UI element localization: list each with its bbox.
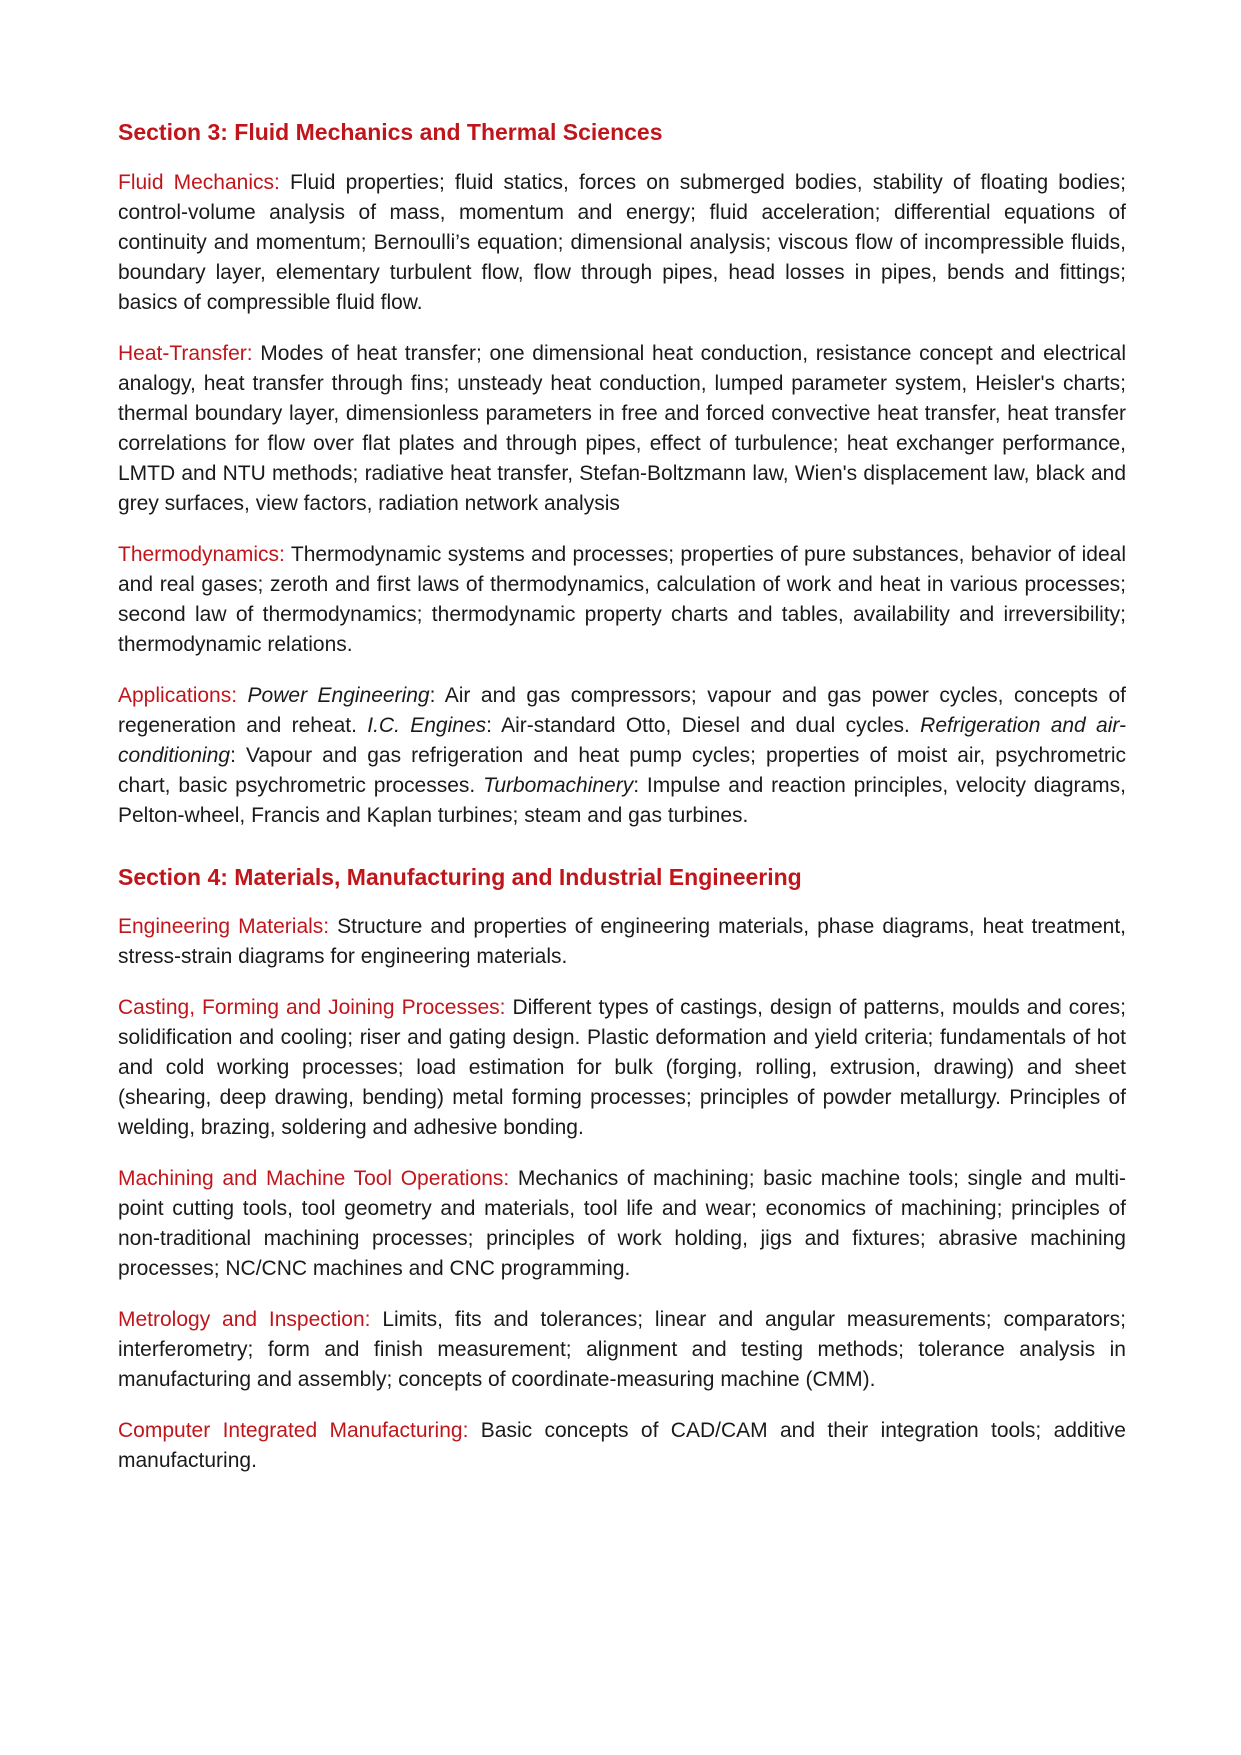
topic-label: Thermodynamics: (118, 543, 285, 566)
topic-text: Mechanics of machining; basic machine tools; single and multi-point cutting tools, tool geometry and materials, tool life and wear; economics of machining; principles of non-traditional machining processes; principles of work holding, jigs and fixtures; abrasive machining processes; NC/CNC machines and CNC programming. (118, 1167, 1126, 1280)
document-page (118, 0, 1126, 1476)
topic-label: Casting, Forming and Joining Processes: (118, 996, 506, 1019)
topic-fluid-mechanics (118, 168, 1126, 318)
topic-label: Heat-Transfer: (118, 342, 253, 365)
topic-machining (118, 1164, 1126, 1284)
topic-text: Different types of castings, design of patterns, moulds and cores; solidification and cooling; riser and gating design. Plastic deformation and yield criteria; fundamentals of hot and cold working processes; load estimation for bulk (forging, rolling, extrusion, drawing) and sheet (shearing, deep drawing, bending) metal forming processes; principles of powder metallurgy. Principles of welding, brazing, soldering and adhesive bonding. (118, 996, 1126, 1139)
topic-text: Limits, fits and tolerances; linear and angular measurements; comparators; interferometry; form and finish measurement; alignment and testing methods; tolerance analysis in manufacturing and assembly; concepts of coordinate-measuring machine (CMM). (118, 1308, 1126, 1391)
topic-applications (118, 681, 1126, 831)
topic-text: Basic concepts of CAD/CAM and their integration tools; additive manufacturing. (118, 1419, 1126, 1472)
topic-label: Engineering Materials: (118, 915, 330, 938)
subtopic-ic-engines: I.C. Engines (367, 714, 487, 737)
topic-engineering-materials (118, 912, 1126, 972)
subtopic-power-engineering: Power Engineering (247, 684, 430, 707)
topic-metrology (118, 1305, 1126, 1395)
topic-cim (118, 1416, 1126, 1476)
topic-thermodynamics (118, 540, 1126, 660)
subtopic-text: : Air and gas compressors; vapour and gas power cycles, concepts of regeneration and reheat. (118, 684, 1126, 737)
topic-text: Structure and properties of engineering materials, phase diagrams, heat treatment, stress-strain diagrams for engineering materials. (118, 915, 1126, 968)
topic-text: Fluid properties; fluid statics, forces on submerged bodies, stability of floating bodies; control-volume analysis of mass, momentum and energy; fluid acceleration; differential equations of continuity and momentum; Bernoulli’s equation; dimensional analysis; viscous flow of incompressible fluids, boundary layer, elementary turbulent flow, flow through pipes, head losses in pipes, bends and fittings; basics of compressible fluid flow. (118, 171, 1127, 314)
section-3-heading: Section 3: Fluid Mechanics and Thermal Sciences (118, 119, 663, 145)
topic-text: Thermodynamic systems and processes; properties of pure substances, behavior of ideal and real gases; zeroth and first laws of thermodynamics, calculation of work and heat in various processes; second law of thermodynamics; thermodynamic property charts and tables, availability and irreversibility; thermodynamic relations. (118, 543, 1126, 656)
section-4-heading: Section 4: Materials, Manufacturing and Industrial Engineering (118, 864, 802, 890)
subtopic-text: : Vapour and gas refrigeration and heat pump cycles; properties of moist air, psychrometric chart, basic psychrometric processes. (118, 744, 1126, 797)
subtopic-text: : Air-standard Otto, Diesel and dual cycles. (486, 714, 921, 737)
topic-casting-forming-joining (118, 993, 1126, 1143)
topic-text: Modes of heat transfer; one dimensional heat conduction, resistance concept and electrical analogy, heat transfer through fins; unsteady heat conduction, lumped parameter system, Heisler's charts; thermal boundary layer, dimensionless parameters in free and forced convective heat transfer, heat transfer correlations for flow over flat plates and through pipes, effect of turbulence; heat exchanger performance, LMTD and NTU methods; radiative heat transfer, Stefan-Boltzmann law, Wien's displacement law, black and grey surfaces, view factors, radiation network analysis (118, 342, 1126, 515)
topic-heat-transfer (118, 339, 1126, 519)
topic-label: Computer Integrated Manufacturing: (118, 1419, 469, 1442)
subtopic-turbomachinery: Turbomachinery (483, 774, 634, 797)
topic-label: Metrology and Inspection: (118, 1308, 371, 1331)
subtopic-refrigeration: Refrigeration and air-conditioning (118, 714, 1126, 767)
topic-label: Applications: (118, 684, 238, 707)
topic-label: Fluid Mechanics: (118, 171, 280, 194)
topic-label: Machining and Machine Tool Operations: (118, 1167, 510, 1190)
subtopic-text: : Impulse and reaction principles, velocity diagrams, Pelton-wheel, Francis and Kaplan turbines; steam and gas turbines. (118, 774, 1127, 827)
